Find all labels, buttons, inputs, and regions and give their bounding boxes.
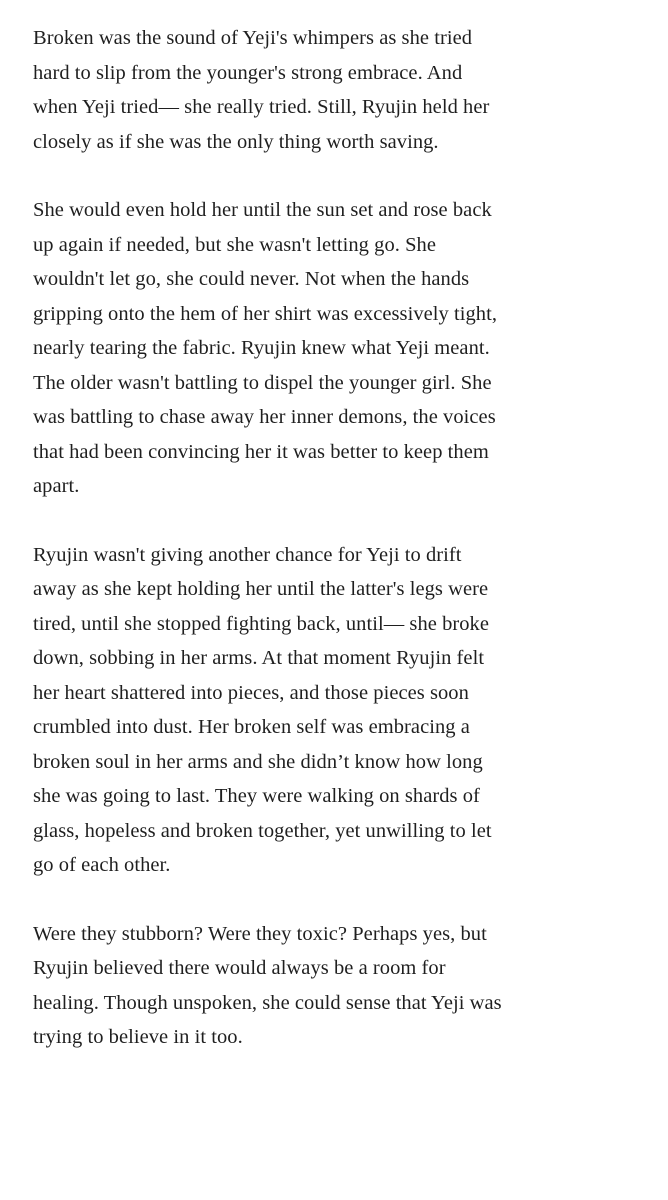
text-line: healing. Though unspoken, she could sense that Yeji was: [33, 991, 502, 1014]
text-line: The older wasn't battling to dispel the younger girl. She: [33, 371, 492, 394]
paragraph-4: [33, 917, 638, 1055]
text-line: gripping onto the hem of her shirt was excessively tight,: [33, 302, 498, 325]
paragraph-1: [33, 21, 638, 159]
text-line: away as she kept holding her until the latter's legs were: [33, 578, 489, 600]
text-line: trying to believe in it too.: [33, 1026, 243, 1048]
paragraph-3: [33, 538, 638, 883]
text-line: Ryujin believed there would always be a room for: [33, 957, 446, 979]
text-line: She would even hold her until the sun set and rose back: [33, 199, 492, 221]
text-line: that had been convincing her it was better to keep them: [33, 440, 489, 463]
text-line: Broken was the sound of Yeji's whimpers as she tried: [33, 27, 473, 49]
text-line: up again if needed, but she wasn't letting go. She: [33, 233, 437, 256]
text-line: glass, hopeless and broken together, yet unwilling to let: [33, 819, 492, 842]
paragraph-2: [33, 193, 638, 504]
text-line: was battling to chase away her inner demons, the voices: [33, 406, 496, 428]
text-line: closely as if she was the only thing worth saving.: [33, 130, 439, 153]
text-line: she was going to last. They were walking on shards of: [33, 785, 480, 807]
text-line: broken soul in her arms and she didn’t know how long: [33, 750, 483, 773]
text-line: go of each other.: [33, 854, 171, 876]
text-line: down, sobbing in her arms. At that moment Ryujin felt: [33, 647, 485, 669]
text-line: nearly tearing the fabric. Ryujin knew what Yeji meant.: [33, 337, 490, 359]
text-line: hard to slip from the younger's strong embrace. And: [33, 61, 463, 84]
text-line: wouldn't let go, she could never. Not when the hands: [33, 268, 470, 290]
text-line: Ryujin wasn't giving another chance for Yeji to drift: [33, 543, 462, 566]
text-line: her heart shattered into pieces, and those pieces soon: [33, 681, 469, 704]
text-line: apart.: [33, 475, 80, 497]
text-line: tired, until she stopped fighting back, until— she broke: [33, 612, 490, 635]
text-line: when Yeji tried— she really tried. Still, Ryujin held her: [33, 96, 490, 118]
text-line: Were they stubborn? Were they toxic? Perhaps yes, but: [33, 922, 487, 945]
text-line: crumbled into dust. Her broken self was embracing a: [33, 716, 470, 738]
